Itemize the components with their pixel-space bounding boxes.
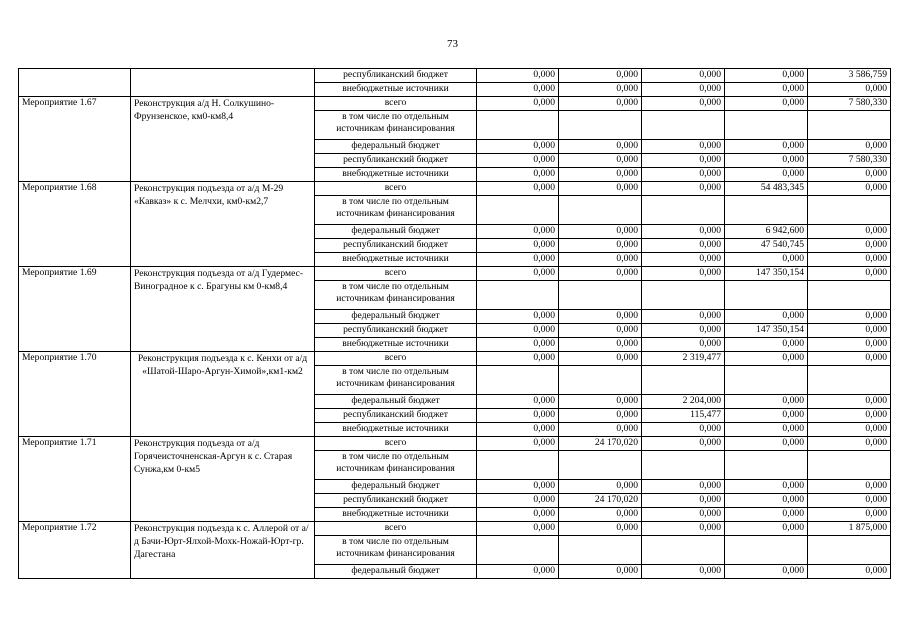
value-cell xyxy=(642,281,725,310)
value-cell: 0,000 xyxy=(477,522,559,536)
funding-source-cell: внебюджетные источники xyxy=(315,253,477,267)
funding-source-cell: республиканский бюджет xyxy=(315,69,477,83)
funding-source-cell: всего xyxy=(315,352,477,366)
funding-source-cell: внебюджетные источники xyxy=(315,168,477,182)
value-cell: 0,000 xyxy=(559,352,642,366)
value-cell: 0,000 xyxy=(559,182,642,196)
value-cell: 0,000 xyxy=(725,140,808,154)
value-cell: 0,000 xyxy=(725,338,808,352)
value-cell: 0,000 xyxy=(808,494,891,508)
value-cell: 7 580,330 xyxy=(808,97,891,111)
value-cell: 0,000 xyxy=(725,310,808,324)
value-cell: 0,000 xyxy=(642,565,725,579)
value-cell: 0,000 xyxy=(725,480,808,494)
value-cell xyxy=(808,366,891,395)
value-cell xyxy=(642,196,725,225)
value-cell: 0,000 xyxy=(642,154,725,168)
value-cell: 0,000 xyxy=(559,97,642,111)
value-cell xyxy=(808,196,891,225)
value-cell xyxy=(808,281,891,310)
event-name-cell xyxy=(131,69,315,97)
value-cell: 0,000 xyxy=(477,437,559,451)
funding-source-cell: всего xyxy=(315,182,477,196)
event-code-cell: Мероприятие 1.71 xyxy=(19,437,131,522)
value-cell xyxy=(725,366,808,395)
value-cell: 0,000 xyxy=(808,324,891,338)
value-cell: 0,000 xyxy=(477,395,559,409)
table-row xyxy=(19,97,891,111)
value-cell: 2 204,000 xyxy=(642,395,725,409)
value-cell: 0,000 xyxy=(477,508,559,522)
value-cell: 0,000 xyxy=(808,423,891,437)
funding-source-cell: федеральный бюджет xyxy=(315,480,477,494)
table-row xyxy=(19,352,891,366)
funding-source-cell: федеральный бюджет xyxy=(315,395,477,409)
value-cell: 0,000 xyxy=(477,140,559,154)
value-cell: 147 350,154 xyxy=(725,324,808,338)
value-cell: 0,000 xyxy=(725,423,808,437)
funding-source-cell: всего xyxy=(315,97,477,111)
value-cell: 0,000 xyxy=(808,168,891,182)
value-cell xyxy=(808,111,891,140)
value-cell: 24 170,020 xyxy=(559,437,642,451)
value-cell xyxy=(642,536,725,565)
value-cell xyxy=(808,451,891,480)
value-cell: 0,000 xyxy=(642,267,725,281)
value-cell: 0,000 xyxy=(808,409,891,423)
value-cell xyxy=(725,536,808,565)
funding-source-cell: в том числе по отдельным источникам финансирования xyxy=(315,451,477,480)
funding-source-cell: всего xyxy=(315,522,477,536)
value-cell: 0,000 xyxy=(725,154,808,168)
value-cell: 2 319,477 xyxy=(642,352,725,366)
funding-source-cell: всего xyxy=(315,267,477,281)
event-code-cell: Мероприятие 1.68 xyxy=(19,182,131,267)
value-cell: 0,000 xyxy=(642,324,725,338)
value-cell: 0,000 xyxy=(559,310,642,324)
value-cell: 0,000 xyxy=(725,168,808,182)
value-cell: 0,000 xyxy=(642,338,725,352)
value-cell xyxy=(559,111,642,140)
value-cell: 0,000 xyxy=(642,310,725,324)
funding-source-cell: в том числе по отдельным источникам финансирования xyxy=(315,196,477,225)
funding-source-cell: всего xyxy=(315,437,477,451)
value-cell: 0,000 xyxy=(559,168,642,182)
funding-source-cell: федеральный бюджет xyxy=(315,310,477,324)
value-cell: 0,000 xyxy=(725,494,808,508)
value-cell xyxy=(725,451,808,480)
value-cell: 0,000 xyxy=(642,423,725,437)
value-cell: 0,000 xyxy=(642,83,725,97)
value-cell: 0,000 xyxy=(559,69,642,83)
value-cell: 0,000 xyxy=(642,69,725,83)
event-name-cell: Реконструкция подъезда к с. Аллерой от а/д Бачи-Юрт-Ялхой-Мохк-Ножай-Юрт-гр. Дагестана xyxy=(131,522,315,579)
value-cell: 0,000 xyxy=(477,324,559,338)
value-cell: 0,000 xyxy=(477,83,559,97)
value-cell: 54 483,345 xyxy=(725,182,808,196)
table-row xyxy=(19,437,891,451)
value-cell: 0,000 xyxy=(477,69,559,83)
value-cell: 0,000 xyxy=(559,480,642,494)
value-cell: 0,000 xyxy=(808,437,891,451)
value-cell xyxy=(477,111,559,140)
event-code-cell: Мероприятие 1.69 xyxy=(19,267,131,352)
value-cell xyxy=(725,196,808,225)
value-cell xyxy=(642,111,725,140)
value-cell: 0,000 xyxy=(559,239,642,253)
value-cell: 0,000 xyxy=(477,310,559,324)
value-cell xyxy=(477,366,559,395)
funding-source-cell: республиканский бюджет xyxy=(315,154,477,168)
value-cell xyxy=(559,366,642,395)
value-cell xyxy=(559,281,642,310)
value-cell: 115,477 xyxy=(642,409,725,423)
value-cell xyxy=(559,536,642,565)
event-code-cell: Мероприятие 1.72 xyxy=(19,522,131,579)
value-cell: 0,000 xyxy=(725,437,808,451)
table-row xyxy=(19,69,891,83)
event-name-cell: Реконструкция подъезда от а/д М-29 «Кавказ» к с. Мелчхи, км0-км2,7 xyxy=(131,182,315,267)
value-cell: 3 586,759 xyxy=(808,69,891,83)
value-cell: 0,000 xyxy=(477,97,559,111)
value-cell: 0,000 xyxy=(725,565,808,579)
funding-source-cell: внебюджетные источники xyxy=(315,338,477,352)
funding-source-cell: в том числе по отдельным источникам финансирования xyxy=(315,536,477,565)
value-cell: 0,000 xyxy=(559,154,642,168)
value-cell: 0,000 xyxy=(559,267,642,281)
value-cell: 0,000 xyxy=(642,508,725,522)
funding-source-cell: республиканский бюджет xyxy=(315,239,477,253)
value-cell xyxy=(642,451,725,480)
value-cell: 0,000 xyxy=(725,83,808,97)
value-cell: 0,000 xyxy=(725,395,808,409)
value-cell: 0,000 xyxy=(642,480,725,494)
value-cell: 0,000 xyxy=(725,352,808,366)
value-cell xyxy=(477,451,559,480)
value-cell: 0,000 xyxy=(477,480,559,494)
value-cell: 0,000 xyxy=(808,182,891,196)
value-cell: 0,000 xyxy=(808,508,891,522)
value-cell: 0,000 xyxy=(477,494,559,508)
value-cell xyxy=(808,536,891,565)
value-cell: 6 942,600 xyxy=(725,225,808,239)
funding-source-cell: федеральный бюджет xyxy=(315,140,477,154)
value-cell: 0,000 xyxy=(808,225,891,239)
value-cell: 0,000 xyxy=(642,253,725,267)
page-number: 73 xyxy=(447,38,458,50)
funding-source-cell: федеральный бюджет xyxy=(315,565,477,579)
value-cell: 0,000 xyxy=(559,338,642,352)
value-cell xyxy=(725,281,808,310)
value-cell: 0,000 xyxy=(477,182,559,196)
value-cell: 0,000 xyxy=(477,253,559,267)
value-cell: 0,000 xyxy=(477,168,559,182)
funding-source-cell: внебюджетные источники xyxy=(315,83,477,97)
value-cell: 0,000 xyxy=(725,253,808,267)
event-code-cell xyxy=(19,69,131,97)
value-cell: 0,000 xyxy=(559,508,642,522)
value-cell: 0,000 xyxy=(477,239,559,253)
value-cell: 0,000 xyxy=(642,97,725,111)
event-name-cell: Реконструкция а/д Н. Солкушино-Фрунзенское, км0-км8,4 xyxy=(131,97,315,182)
table-row xyxy=(19,267,891,281)
value-cell: 0,000 xyxy=(559,423,642,437)
funding-source-cell: республиканский бюджет xyxy=(315,324,477,338)
value-cell: 0,000 xyxy=(808,83,891,97)
value-cell: 0,000 xyxy=(559,225,642,239)
value-cell: 0,000 xyxy=(808,480,891,494)
value-cell: 0,000 xyxy=(559,409,642,423)
funding-source-cell: в том числе по отдельным источникам финансирования xyxy=(315,111,477,140)
value-cell: 0,000 xyxy=(642,168,725,182)
funding-source-cell: внебюджетные источники xyxy=(315,508,477,522)
value-cell: 0,000 xyxy=(559,522,642,536)
funding-table xyxy=(18,68,891,579)
value-cell: 0,000 xyxy=(808,565,891,579)
value-cell: 147 350,154 xyxy=(725,267,808,281)
value-cell: 0,000 xyxy=(559,140,642,154)
funding-source-cell: республиканский бюджет xyxy=(315,494,477,508)
value-cell: 0,000 xyxy=(642,239,725,253)
funding-source-cell: в том числе по отдельным источникам финансирования xyxy=(315,366,477,395)
table-row xyxy=(19,522,891,536)
value-cell xyxy=(477,281,559,310)
value-cell: 0,000 xyxy=(477,338,559,352)
value-cell: 0,000 xyxy=(808,310,891,324)
value-cell: 0,000 xyxy=(808,338,891,352)
value-cell: 0,000 xyxy=(559,253,642,267)
funding-source-cell: в том числе по отдельным источникам финансирования xyxy=(315,281,477,310)
value-cell: 0,000 xyxy=(725,69,808,83)
value-cell: 0,000 xyxy=(642,522,725,536)
table-row xyxy=(19,182,891,196)
event-name-cell: Реконструкция подъезда от а/д Гудермес-Виноградное к с. Брагуны км 0-км8,4 xyxy=(131,267,315,352)
value-cell: 0,000 xyxy=(477,225,559,239)
value-cell: 0,000 xyxy=(559,565,642,579)
event-code-cell: Мероприятие 1.67 xyxy=(19,97,131,182)
value-cell: 0,000 xyxy=(725,97,808,111)
value-cell: 7 580,330 xyxy=(808,154,891,168)
value-cell xyxy=(725,111,808,140)
funding-source-cell: федеральный бюджет xyxy=(315,225,477,239)
value-cell: 0,000 xyxy=(725,522,808,536)
value-cell: 0,000 xyxy=(559,395,642,409)
value-cell: 0,000 xyxy=(477,154,559,168)
value-cell: 0,000 xyxy=(642,140,725,154)
value-cell: 0,000 xyxy=(477,267,559,281)
value-cell xyxy=(559,196,642,225)
value-cell: 47 540,745 xyxy=(725,239,808,253)
event-name-cell: Реконструкция подъезда от а/д Горячеисточненская-Аргун к с. Старая Сунжа,км 0-км5 xyxy=(131,437,315,522)
value-cell: 0,000 xyxy=(477,565,559,579)
value-cell: 0,000 xyxy=(725,508,808,522)
value-cell: 0,000 xyxy=(808,140,891,154)
event-code-cell: Мероприятие 1.70 xyxy=(19,352,131,437)
value-cell: 0,000 xyxy=(559,83,642,97)
value-cell: 0,000 xyxy=(642,182,725,196)
value-cell: 0,000 xyxy=(477,352,559,366)
value-cell: 0,000 xyxy=(642,225,725,239)
value-cell xyxy=(559,451,642,480)
value-cell xyxy=(477,196,559,225)
value-cell: 0,000 xyxy=(642,494,725,508)
value-cell: 1 875,000 xyxy=(808,522,891,536)
value-cell: 24 170,020 xyxy=(559,494,642,508)
value-cell: 0,000 xyxy=(808,352,891,366)
value-cell: 0,000 xyxy=(725,409,808,423)
funding-table-body xyxy=(19,69,891,579)
value-cell: 0,000 xyxy=(559,324,642,338)
value-cell xyxy=(642,366,725,395)
value-cell: 0,000 xyxy=(808,253,891,267)
value-cell: 0,000 xyxy=(642,437,725,451)
funding-source-cell: внебюджетные источники xyxy=(315,423,477,437)
value-cell: 0,000 xyxy=(808,395,891,409)
funding-source-cell: республиканский бюджет xyxy=(315,409,477,423)
value-cell: 0,000 xyxy=(477,409,559,423)
value-cell xyxy=(477,536,559,565)
value-cell: 0,000 xyxy=(477,423,559,437)
value-cell: 0,000 xyxy=(808,239,891,253)
event-name-cell: Реконструкция подъезда к с. Кенхи от а/д «Шатой-Шаро-Аргун-Химой»,км1-км2 xyxy=(131,352,315,437)
value-cell: 0,000 xyxy=(808,267,891,281)
